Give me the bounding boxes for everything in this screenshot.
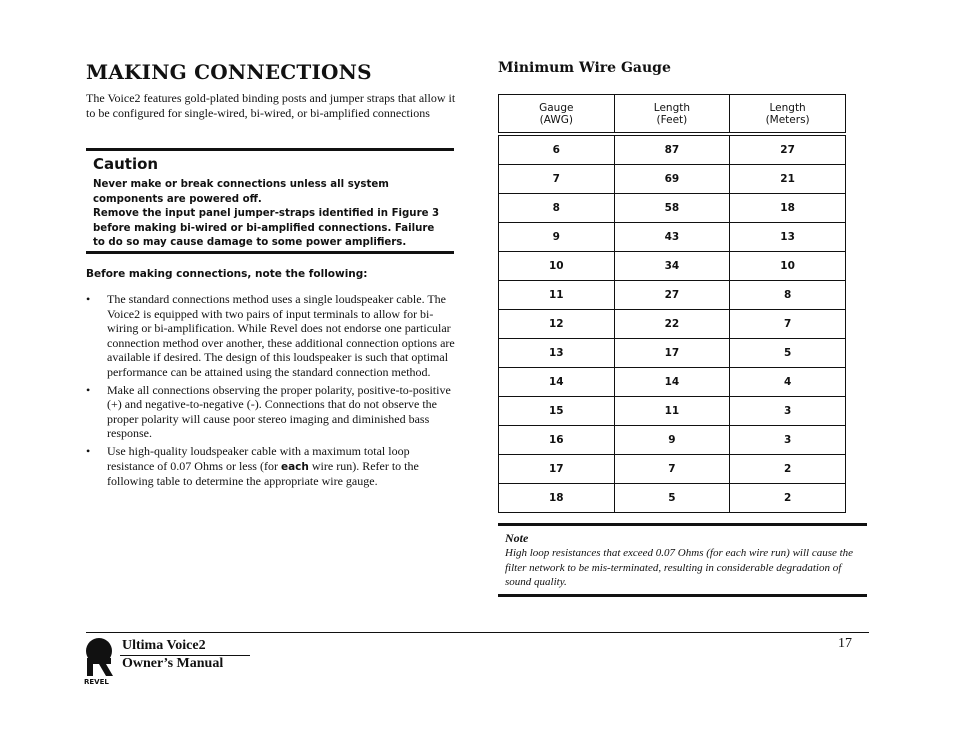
cell-feet: 34 xyxy=(614,252,730,281)
table-row xyxy=(499,397,846,426)
cell-gauge: 10 xyxy=(499,252,615,281)
cell-meters: 18 xyxy=(730,194,846,223)
list-item xyxy=(86,292,458,380)
bullet-icon: • xyxy=(86,382,91,397)
cell-gauge: 7 xyxy=(499,165,615,194)
table-row xyxy=(499,252,846,281)
cell-gauge: 14 xyxy=(499,368,615,397)
cell-meters: 10 xyxy=(730,252,846,281)
wire-gauge-table xyxy=(498,94,846,513)
table-header-row xyxy=(499,95,846,135)
note-text: High loop resistances that exceed 0.07 Ohms (for each wire run) will cause the filter network to be mis-terminated, resulting in considerable degradation of sound quality. xyxy=(505,547,854,588)
table-row xyxy=(499,281,846,310)
cell-meters: 21 xyxy=(730,165,846,194)
logo-text: REVEL xyxy=(84,678,109,686)
header-feet-line2: (Feet) xyxy=(656,113,688,126)
cell-feet: 22 xyxy=(614,310,730,339)
table-row xyxy=(499,223,846,252)
table-row xyxy=(499,455,846,484)
header-feet-line1: Length xyxy=(653,101,691,114)
table-row xyxy=(499,339,846,368)
cell-gauge: 11 xyxy=(499,281,615,310)
cell-feet: 43 xyxy=(614,223,730,252)
before-note: Before making connections, note the following: xyxy=(86,268,368,280)
intro-paragraph: The Voice2 features gold-plated binding posts and jumper straps that allow it to be configured for single-wired, bi-wired, or bi-amplified connections xyxy=(86,91,456,120)
header-gauge xyxy=(499,95,615,135)
header-gauge-line2: (AWG) xyxy=(539,113,573,126)
list-item xyxy=(86,383,458,441)
cell-feet: 5 xyxy=(614,484,730,513)
list-item-text: Make all connections observing the proper polarity, positive-to-positive (+) and negative-to-negative (-). Connections that do not observe the proper polarity will cause poor stereo imaging and diminished bass response. xyxy=(107,382,451,441)
caution-text xyxy=(93,178,445,251)
bullet-icon: • xyxy=(86,292,91,306)
cell-gauge: 8 xyxy=(499,194,615,223)
cell-meters: 4 xyxy=(730,368,846,397)
section-title: MAKING CONNECTIONS xyxy=(86,60,372,84)
cell-meters: 13 xyxy=(730,223,846,252)
cell-meters: 3 xyxy=(730,397,846,426)
header-length-meters xyxy=(730,95,846,135)
cell-feet: 17 xyxy=(614,339,730,368)
cell-feet: 14 xyxy=(614,368,730,397)
cell-meters: 2 xyxy=(730,484,846,513)
note-label: Note xyxy=(505,531,529,545)
table-title: Minimum Wire Gauge xyxy=(498,60,671,76)
cell-meters: 3 xyxy=(730,426,846,455)
header-length-feet xyxy=(614,95,730,135)
bullet-list xyxy=(86,292,458,492)
cell-feet: 11 xyxy=(614,397,730,426)
cell-meters: 8 xyxy=(730,281,846,310)
cell-feet: 7 xyxy=(614,455,730,484)
cell-gauge: 16 xyxy=(499,426,615,455)
header-meters-line2: (Meters) xyxy=(765,113,810,126)
table-row xyxy=(499,194,846,223)
table-row xyxy=(499,368,846,397)
caution-line-2: Remove the input panel jumper-straps identified in Figure 3 before making bi-wired or bi-amplified connections. Failure to do so may cause damage to some power amplifiers. xyxy=(93,208,440,248)
cell-meters: 7 xyxy=(730,310,846,339)
list-item xyxy=(86,444,458,489)
footer-divider xyxy=(86,632,869,633)
list-item-text-post: wire run). Refer to the following table to determine the appropriate wire gauge. xyxy=(107,458,419,489)
header-gauge-line1: Gauge xyxy=(539,101,574,114)
cell-feet: 9 xyxy=(614,426,730,455)
bullet-icon: • xyxy=(86,443,91,458)
page-number: 17 xyxy=(838,636,852,651)
footer-product-name: Ultima Voice2 xyxy=(122,638,206,653)
caution-title: Caution xyxy=(93,155,159,173)
cell-gauge: 6 xyxy=(499,134,615,165)
caution-line-1: Never make or break connections unless all system components are powered off. xyxy=(93,179,389,205)
table-row xyxy=(499,426,846,455)
cell-gauge: 9 xyxy=(499,223,615,252)
cell-gauge: 18 xyxy=(499,484,615,513)
table-body xyxy=(499,134,846,513)
table-row xyxy=(499,134,846,165)
cell-meters: 2 xyxy=(730,455,846,484)
list-item-text-pre: Use high-quality loudspeaker cable with a maximum total loop resistance of 0.07 Ohms or less (for xyxy=(107,443,410,473)
revel-logo-icon xyxy=(84,636,118,686)
list-item-emphasis: each xyxy=(280,460,309,473)
table-row xyxy=(499,310,846,339)
cell-gauge: 17 xyxy=(499,455,615,484)
cell-gauge: 15 xyxy=(499,397,615,426)
cell-feet: 58 xyxy=(614,194,730,223)
cell-feet: 27 xyxy=(614,281,730,310)
cell-meters: 5 xyxy=(730,339,846,368)
caution-box xyxy=(86,148,454,254)
cell-gauge: 13 xyxy=(499,339,615,368)
cell-feet: 87 xyxy=(614,134,730,165)
note-box xyxy=(498,523,867,597)
cell-meters: 27 xyxy=(730,134,846,165)
list-item-text: The standard connections method uses a single loudspeaker cable. The Voice2 is equipped with two pairs of input terminals to allow for bi-wiring or bi-amplification. While Revel does not endorse one particular connection method over another, these additional connection options are available if desired. The design of this loudspeaker is such that optimal performance can be attained using the standard connection method. xyxy=(107,292,455,379)
cell-feet: 69 xyxy=(614,165,730,194)
table-row xyxy=(499,165,846,194)
header-meters-line1: Length xyxy=(769,101,806,114)
footer-manual-name: Owner’s Manual xyxy=(122,656,224,671)
table-row xyxy=(499,484,846,513)
cell-gauge: 12 xyxy=(499,310,615,339)
